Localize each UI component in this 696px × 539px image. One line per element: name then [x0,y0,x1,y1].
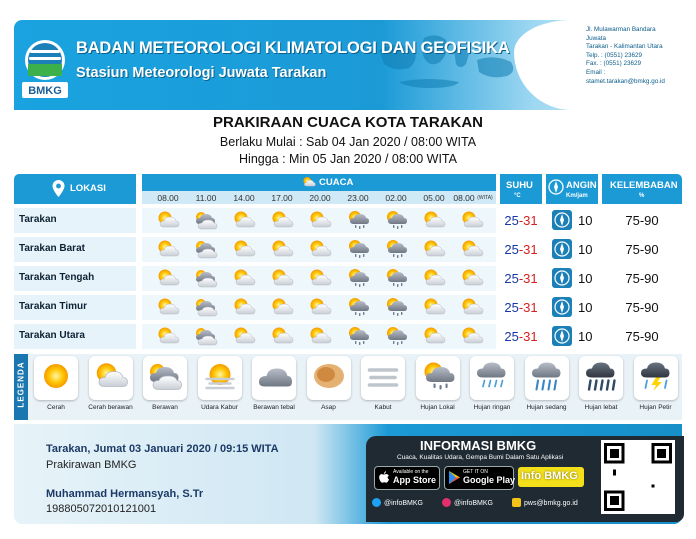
google-play-small: GET IT ON [463,469,488,475]
humidity-cell: 75-90 [625,271,659,286]
header-kelembaban [602,174,682,204]
cerah-berawan-icon [460,326,484,346]
cerah-berawan-icon [270,297,294,317]
cerah-berawan-icon [308,326,332,346]
header-cuaca-label: CUACA [319,177,354,188]
temp-max: 31 [523,329,538,344]
temperature-cell [500,237,542,262]
contact-line: stamet.tarakan@bmkg.go.id [586,77,665,85]
email-link[interactable] [512,498,578,507]
temp-min: 25 [504,329,519,344]
legend-title: LEGENDA [16,361,26,408]
legend-item-icon [34,356,78,400]
cerah-berawan-icon [460,268,484,288]
instagram-icon [442,498,451,507]
legend-item-label: Hujan Lokal [420,404,455,411]
location-pin-icon [52,180,65,197]
indonesia-map-graphic [369,20,529,110]
hujan-lokal-icon [346,268,370,288]
wind-direction-icon [552,239,572,259]
time-slot: 20.00 [309,193,331,203]
compass-icon [548,179,564,195]
wind-cell [546,237,598,262]
legend-item-label: Hujan Petir [639,404,672,411]
temp-max: 31 [523,271,538,286]
location-cell [14,237,136,262]
legend-item-icon [525,356,569,400]
header-angin-unit: Km/jam [566,193,588,199]
google-play-icon [449,471,460,484]
instagram-link[interactable] [442,498,493,507]
app-store-small: Available on the [393,469,429,475]
humidity-cell: 75-90 [625,300,659,315]
weather-cells [142,324,496,349]
location-name: Tarakan Tengah [19,272,95,283]
temperature-cell [500,295,542,320]
cerah-berawan-icon [232,268,256,288]
header-kelembaban-unit: % [639,193,645,199]
temp-dash: - [518,300,524,315]
temp-max: 31 [523,300,538,315]
header-suhu-unit: °C [514,193,521,199]
time-slot: 08.00 [157,193,179,203]
cerah-berawan-icon [422,268,446,288]
contact-line: Jl. Mulawarman Bandara [586,26,656,33]
info-title: INFORMASI BMKG [420,438,537,453]
cerah-berawan-icon [308,268,332,288]
temp-max: 31 [523,213,538,228]
cerah-berawan-icon [422,297,446,317]
legend-item-icon [634,356,678,400]
header-lokasi [14,174,136,204]
temp-dash: - [518,271,524,286]
temp-min: 25 [504,271,519,286]
contact-line: Juwata [586,34,606,42]
legend-item-label: Kabut [374,404,392,411]
wind-direction-icon [552,326,572,346]
page-title: PRAKIRAAN CUACA KOTA TARAKAN [213,114,483,131]
forecaster-nip: 198805072010121001 [46,503,157,515]
legend-item-icon [252,356,296,400]
temp-dash: - [518,329,524,344]
wind-direction-icon [552,297,572,317]
temp-min: 25 [504,242,519,257]
hujan-lokal-icon [384,297,408,317]
twitter-link[interactable] [372,498,423,507]
hujan-ringan-icon [474,360,510,392]
legend-item-label: Hujan lebat [584,404,618,411]
temperature-cell [500,324,542,349]
cerah-icon [38,360,74,392]
forecaster-name: Muhammad Hermansyah, S.Tr [46,488,204,500]
legend-item-icon [89,356,133,400]
info-subtitle: Cuaca, Kualitas Udara, Gempa Bumi Dalam Satu Aplikasi [397,454,564,461]
legend-item-icon [416,356,460,400]
valid-from: Berlaku Mulai : Sab 04 Jan 2020 / 08:00 WITA [219,135,477,149]
cerah-berawan-icon [232,239,256,259]
wind-speed: 10 [578,300,593,315]
wind-speed: 10 [578,242,593,257]
location-cell [14,266,136,291]
google-play-label: Google Play [463,475,516,485]
temp-dash: - [518,213,524,228]
cerah-berawan-icon [270,239,294,259]
wind-speed: 10 [578,329,593,344]
cerah-berawan-icon [270,326,294,346]
location-name: Tarakan Timur [19,301,87,312]
hujan-lokal-icon [384,239,408,259]
legend-item-icon [198,356,242,400]
wind-cell [546,266,598,291]
temp-max: 31 [523,242,538,257]
email-icon [512,498,521,507]
cerah-berawan-icon [308,297,332,317]
apple-icon [378,471,390,484]
cerah-berawan-icon [460,210,484,230]
temperature-cell [500,208,542,233]
asap-icon [311,360,347,392]
berawan-icon [194,297,218,317]
header-angin [546,174,598,204]
legend-item-label: Asap [321,404,336,411]
app-store-label: App Store [393,475,437,485]
location-cell [14,324,136,349]
hujan-lokal-icon [346,297,370,317]
wind-cell [546,208,598,233]
cerah-berawan-icon [93,360,129,392]
cerah-berawan-icon [156,297,180,317]
email-address: pws@bmkg.go.id [524,500,578,507]
hujan-petir-icon [638,360,674,392]
wind-direction-icon [552,210,572,230]
berawan-icon [194,239,218,259]
organization-name: BADAN METEOROLOGI KLIMATOLOGI DAN GEOFISIKA [76,39,510,57]
temperature-cell [500,266,542,291]
header-suhu-label: SUHU [506,180,533,191]
header-cuaca [142,174,496,191]
contact-line: Telp. : (0551) 23629 [586,51,643,59]
hujan-lokal-icon [346,326,370,346]
weather-icon [302,176,316,188]
weather-cells [142,237,496,262]
hujan-lokal-icon [420,360,456,392]
hujan-sedang-icon [529,360,565,392]
berawan-icon [194,210,218,230]
legend-item-label: Berawan tebal [253,404,295,411]
time-slot: 14.00 [233,193,255,203]
location-name: Tarakan Utara [19,330,85,341]
location-cell [14,295,136,320]
cerah-berawan-icon [460,239,484,259]
contact-line: Email : [586,68,606,76]
time-slot: 11.00 [195,193,217,203]
weather-cells [142,266,496,291]
header-banner [14,20,682,110]
bmkg-logo [22,36,68,100]
wind-cell [546,324,598,349]
temp-dash: - [518,242,524,257]
logo-text: BMKG [28,85,62,97]
app-store-badge[interactable] [374,466,440,490]
time-slot: 17.00 [271,193,293,203]
time-slot: 05.00 [423,193,445,203]
hujan-lokal-icon [384,326,408,346]
legend-item-label: Hujan ringan [473,404,511,411]
time-slot: 02.00 [385,193,407,203]
cerah-berawan-icon [460,297,484,317]
legend-item-label: Hujan sedang [526,404,567,411]
humidity-cell: 75-90 [625,242,659,257]
cerah-berawan-icon [156,210,180,230]
kabut-icon [365,360,401,392]
humidity-cell: 75-90 [625,213,659,228]
twitter-icon [372,498,381,507]
cerah-berawan-icon [270,210,294,230]
udara-kabur-icon [202,360,238,392]
temp-min: 25 [504,213,519,228]
forecast-times [142,191,496,204]
cerah-berawan-icon [422,326,446,346]
info-bmkg-app-badge[interactable] [518,467,584,487]
legend-item-label: Udara Kabur [201,404,238,411]
contact-line: Fax. : (0551) 23629 [586,60,641,68]
cerah-berawan-icon [422,239,446,259]
legend-item-icon [470,356,514,400]
cerah-berawan-icon [308,210,332,230]
instagram-handle: @infoBMKG [454,500,494,507]
wind-speed: 10 [578,271,593,286]
cerah-berawan-icon [308,239,332,259]
hujan-lokal-icon [346,239,370,259]
cerah-berawan-icon [156,326,180,346]
berawan-icon [194,268,218,288]
cerah-berawan-icon [232,210,256,230]
legend-item-icon [307,356,351,400]
twitter-handle: @infoBMKG [384,500,424,507]
weather-cells [142,208,496,233]
time-slot: 23.00 [347,193,369,203]
hujan-lokal-icon [384,210,408,230]
cerah-berawan-icon [232,326,256,346]
berawan-icon [194,326,218,346]
cerah-berawan-icon [156,268,180,288]
weather-cells [142,295,496,320]
temp-min: 25 [504,300,519,315]
cerah-berawan-icon [232,297,256,317]
header-kelembaban-label: KELEMBABAN [610,180,678,191]
google-play-badge[interactable] [444,466,514,490]
legend-item-label: Cerah berawan [88,404,133,411]
legend-item-icon [361,356,405,400]
info-bmkg-app-label: Info BMKG [521,470,578,482]
humidity-cell: 75-90 [625,329,659,344]
header-lokasi-label: LOKASI [70,183,106,194]
location-name: Tarakan [19,214,57,225]
contact-line: Tarakan - Kalimantan Utara [586,43,663,51]
wind-cell [546,295,598,320]
time-zone-suffix: (WITA) [477,195,493,201]
legend-item-icon [579,356,623,400]
location-cell [14,208,136,233]
legend-item-label: Cerah [47,404,65,411]
header-angin-label: ANGIN [566,180,597,191]
valid-until: Hingga : Min 05 Jan 2020 / 08:00 WITA [239,152,457,166]
time-slot: 08.00 [453,193,475,203]
hujan-lebat-icon [583,360,619,392]
cerah-berawan-icon [270,268,294,288]
berawan-tebal-icon [256,360,292,392]
location-name: Tarakan Barat [19,243,85,254]
qr-code[interactable] [601,440,675,514]
wind-speed: 10 [578,213,593,228]
issued-datetime: Tarakan, Jumat 03 Januari 2020 / 09:15 WITA [46,443,279,455]
legend-item-label: Berawan [152,404,178,411]
station-name: Stasiun Meteorologi Juwata Tarakan [76,65,327,81]
hujan-lokal-icon [346,210,370,230]
forecaster-role: Prakirawan BMKG [46,459,137,471]
contact-info [586,26,682,86]
legend-item-icon [143,356,187,400]
header-suhu [500,174,542,204]
berawan-icon [147,360,183,392]
wind-direction-icon [552,268,572,288]
cerah-berawan-icon [156,239,180,259]
cerah-berawan-icon [422,210,446,230]
hujan-lokal-icon [384,268,408,288]
